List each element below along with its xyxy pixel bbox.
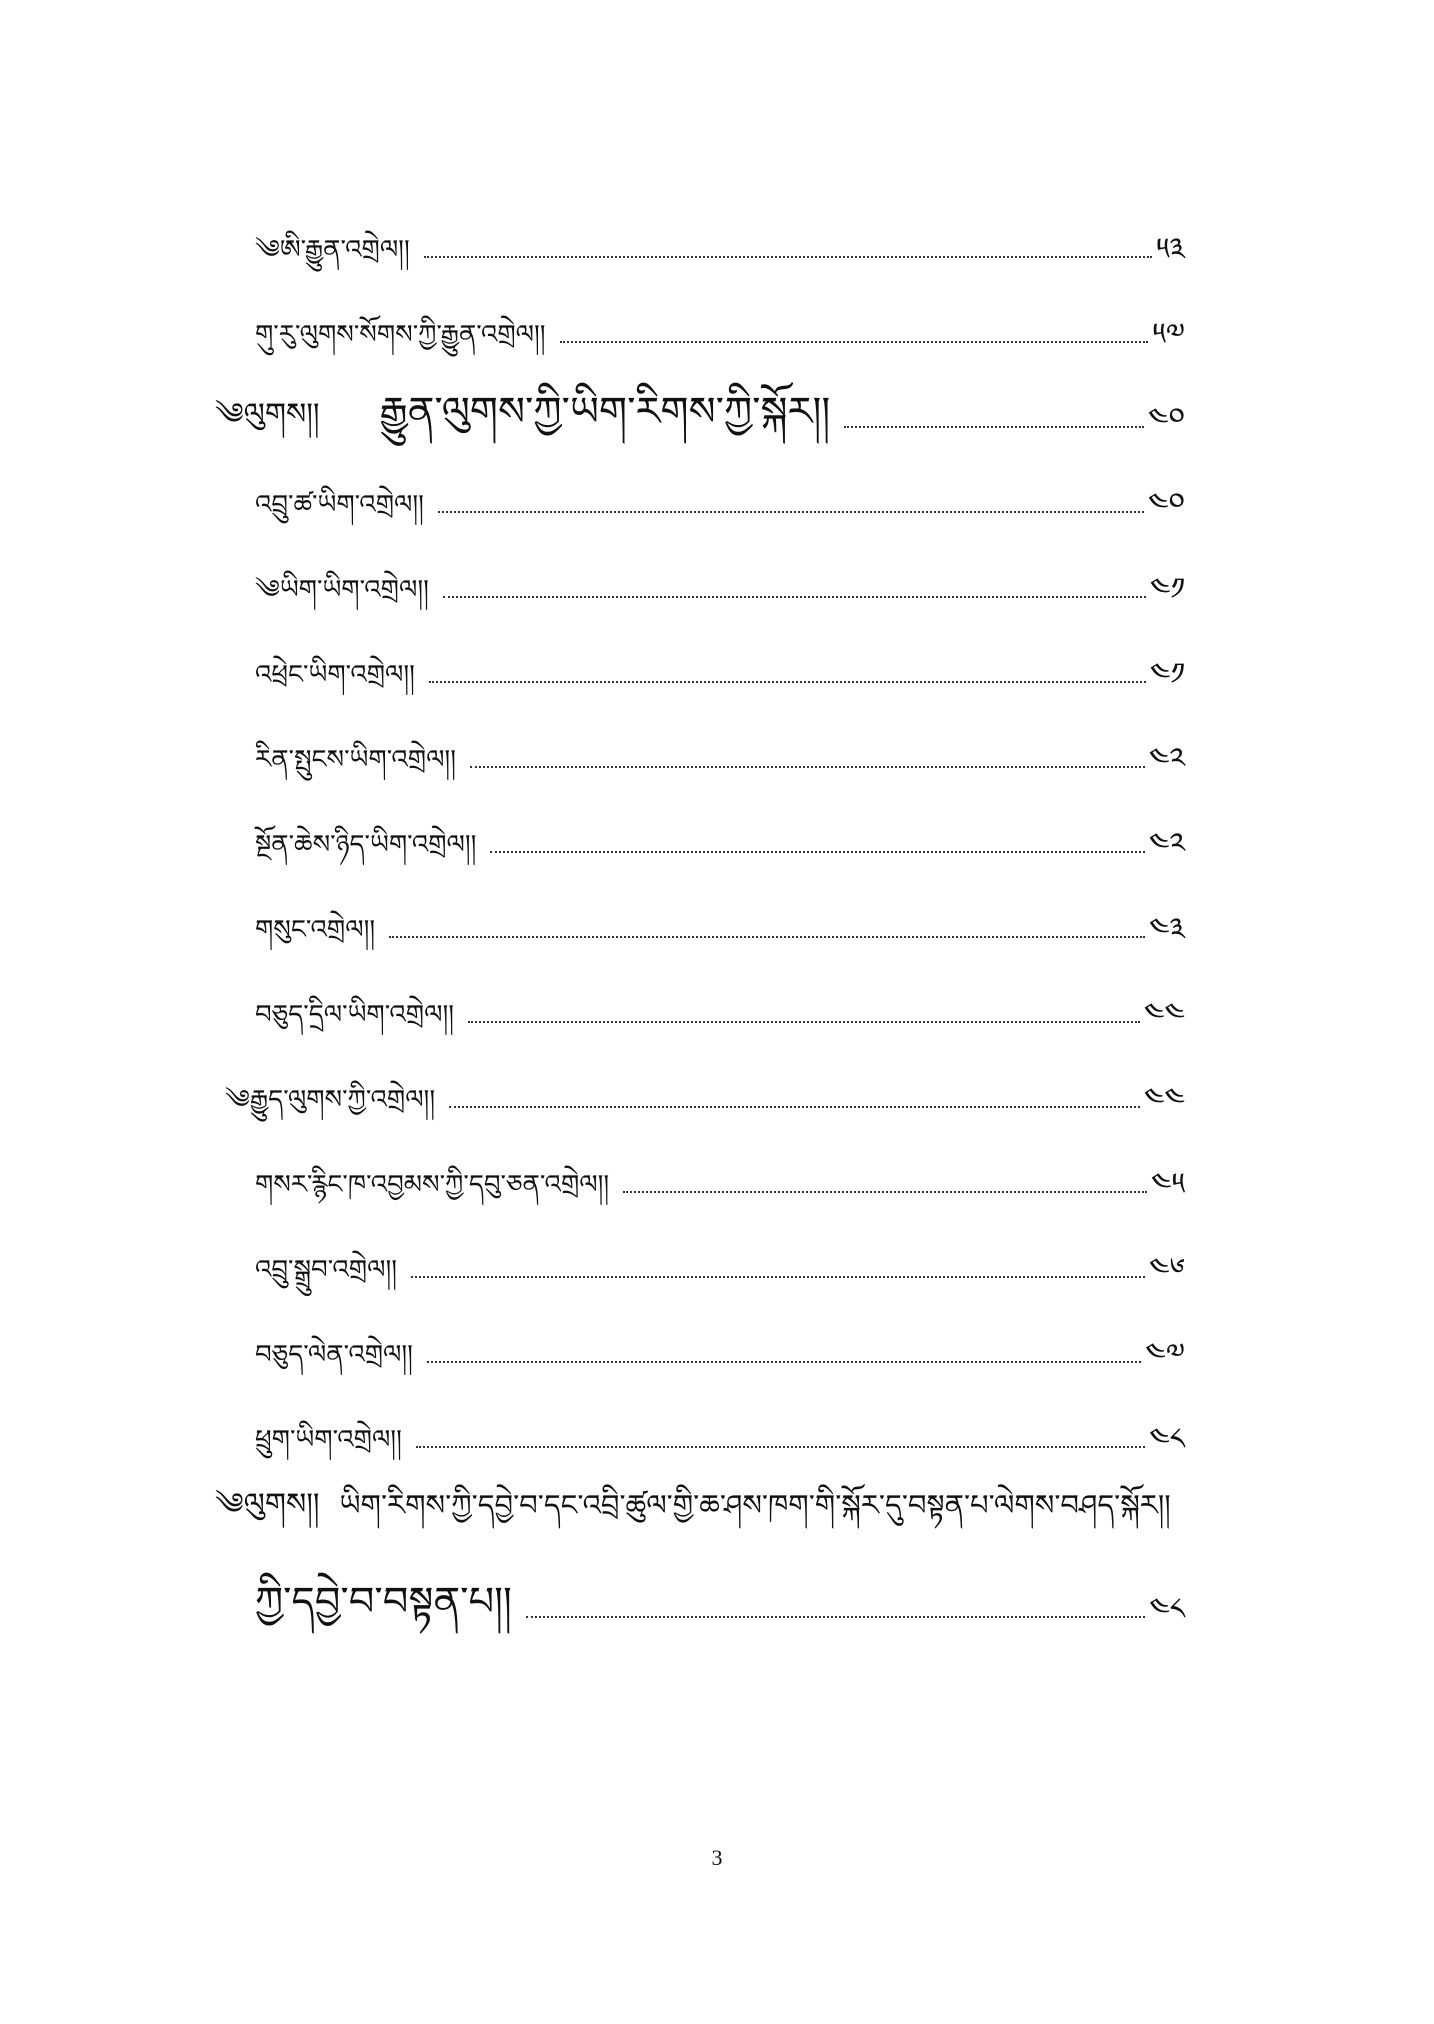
toc-entry[interactable]	[225, 1060, 1185, 1120]
dot-leader	[490, 851, 1144, 853]
toc-entry[interactable]	[255, 1400, 1185, 1460]
toc-entry-title: ༄ཨི་རྒྱུན་འགྲེལ།།	[255, 235, 410, 265]
dot-leader	[468, 1021, 1140, 1023]
toc-entry-page: ༤༠	[1147, 402, 1185, 437]
toc-entry-title: སྔོན་ཆེས་ཉིད་ཡིག་འགྲེལ།།	[255, 830, 477, 860]
toc-entry-page: ༤༢	[1148, 742, 1185, 777]
toc-entry-page: ༤༤	[1143, 1082, 1185, 1117]
toc-entry-title: བཅུད་དྲིལ་ཡིག་འགྲེལ།།	[255, 1000, 455, 1030]
toc-entry-title: རིན་སྤུངས་ཡིག་འགྲེལ།།	[255, 745, 456, 775]
toc-entry-title: འབྲུ་ཚ་ཡིག་འགྲེལ།།	[255, 490, 424, 520]
dot-leader	[427, 1361, 1141, 1363]
toc-entry[interactable]	[255, 550, 1185, 610]
toc-entry[interactable]	[255, 295, 1185, 355]
dot-leader	[526, 1616, 1145, 1618]
toc-entry-title: འཕྲེང་ཡིག་འགྲེལ།།	[255, 660, 415, 690]
toc-entry-title: ཀྱི་དབྱེ་བ་བསྟན་པ།།	[255, 1579, 512, 1625]
toc-entry[interactable]	[255, 720, 1185, 780]
toc-entry[interactable]	[255, 1230, 1185, 1290]
toc-entry-page: ༤༨	[1149, 1592, 1185, 1627]
toc-entry-title: གསར་རྙིང་ཁ་འབྱམས་ཀྱི་དབུ་ཅན་འགྲེལ།།	[255, 1170, 610, 1200]
dot-leader	[623, 1191, 1147, 1193]
toc-entry-page: ༤༨	[1149, 1422, 1185, 1457]
chapter-title: ཡིག་རིགས་ཀྱི་དབྱེ་བ་དང་འབྲི་ཚུལ་གྱི་ཆ་ཤས་ཁག་གི་སྐོར་དུ་བསྟན་པ་ལེགས་བཤད་སྐོར།།	[339, 1488, 1171, 1522]
dot-leader	[411, 1276, 1145, 1278]
toc-entry-page: ༤༣	[1148, 912, 1185, 947]
dot-leader	[438, 511, 1144, 513]
toc-entry-page: ༤༥	[1151, 1167, 1185, 1202]
toc-entry[interactable]	[255, 890, 1185, 950]
chapter-heading	[215, 1480, 1215, 1530]
dot-leader	[449, 1106, 1140, 1108]
toc-chapter-entry[interactable]	[215, 380, 1185, 440]
toc-entry[interactable]	[255, 465, 1185, 525]
toc-entry[interactable]	[255, 635, 1185, 695]
toc-entry-page: ༤༠	[1147, 487, 1185, 522]
toc-entry[interactable]	[255, 1315, 1185, 1375]
toc-entry[interactable]	[255, 805, 1185, 865]
toc-entry[interactable]	[255, 210, 1185, 270]
toc-entry[interactable]	[255, 1570, 1185, 1630]
toc-entry-title: རྒྱུན་ལུགས་ཀྱི་ཡིག་རིགས་ཀྱི་སྐོར།།	[379, 389, 831, 435]
toc-entry[interactable]	[255, 975, 1185, 1035]
dot-leader	[389, 936, 1145, 938]
chapter-label: ༄ལུགས།།	[215, 397, 320, 432]
toc-entry-page: ༤༤	[1143, 997, 1185, 1032]
dot-leader	[416, 1446, 1145, 1448]
toc-entry-page: ༤༧	[1145, 1337, 1185, 1372]
toc-entry-page: ༥༧	[1152, 317, 1185, 352]
toc-entry-title: གུ་རུ་ལུགས་སོགས་ཀྱི་རྒྱུན་འགྲེལ།།	[255, 320, 546, 350]
toc-entry-title: ༄རྒྱུད་ལུགས་ཀྱི་འགྲེལ།།	[225, 1085, 436, 1115]
toc-entry-page: ༤༦	[1148, 1252, 1185, 1287]
toc-entry-title: གསུང་འགྲེལ།།	[255, 915, 376, 945]
toc-entry[interactable]	[255, 1145, 1185, 1205]
chapter-label: ༄ལུགས།།	[215, 1487, 320, 1522]
dot-leader	[560, 341, 1149, 343]
dot-leader	[844, 426, 1144, 428]
page-number: 3	[711, 1845, 723, 1870]
toc-entry-title: ཕྲུག་ཡིག་འགྲེལ།།	[255, 1425, 402, 1455]
toc-entry-page: ༤༡	[1149, 657, 1185, 692]
toc-entry-page: ༤༡	[1149, 572, 1185, 607]
dot-leader	[424, 256, 1152, 258]
toc-entry-page: ༤༢	[1148, 827, 1185, 862]
dot-leader	[470, 766, 1145, 768]
dot-leader	[443, 596, 1146, 598]
toc-entry-title: བཅུད་ལེན་འགྲེལ།།	[255, 1340, 413, 1370]
dot-leader	[429, 681, 1146, 683]
toc-entry-title: ༄ཡིག་ཡིག་འགྲེལ།།	[255, 575, 429, 605]
toc-entry-page: ༥༣	[1156, 232, 1185, 267]
toc-entry-title: འབྲུ་སྒྲུབ་འགྲེལ།།	[255, 1255, 397, 1285]
